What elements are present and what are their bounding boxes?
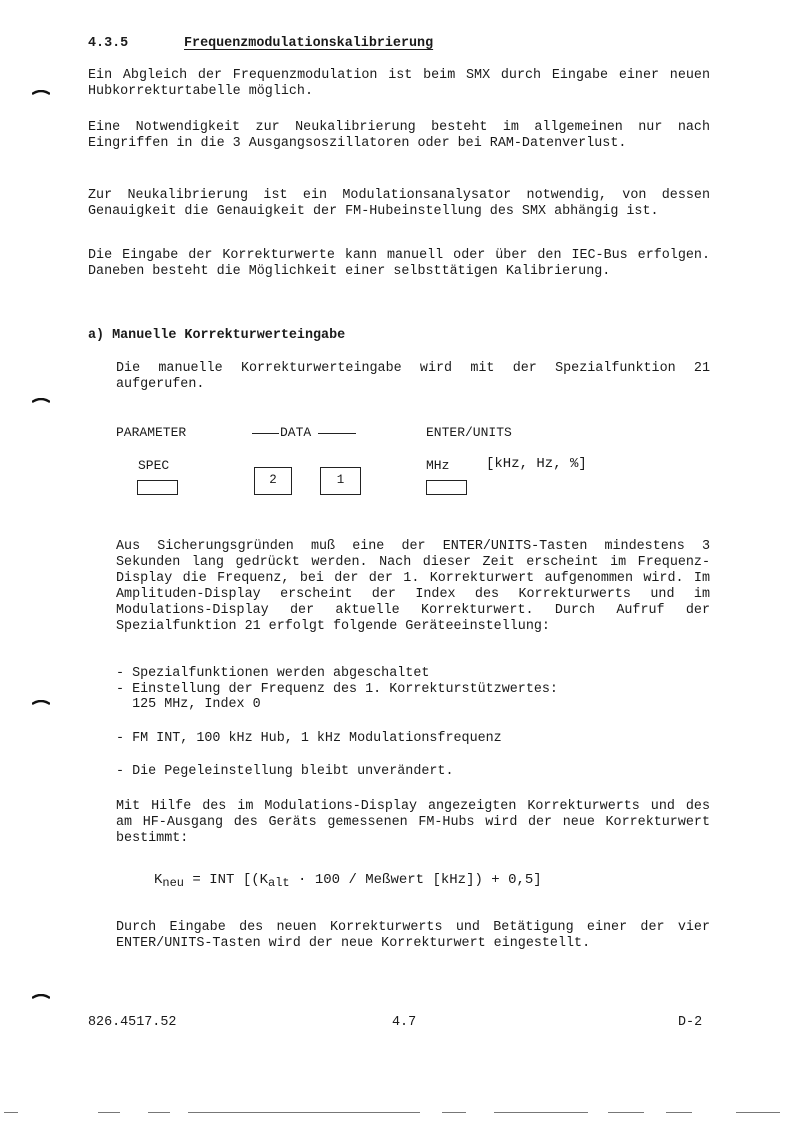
margin-mark-1 <box>32 90 50 95</box>
formula-sub-alt: alt <box>268 876 290 890</box>
margin-mark-2 <box>32 398 50 403</box>
section-number: 4.3.5 <box>88 36 129 51</box>
scan-artifact-line <box>666 1112 692 1113</box>
formula-k-new: K <box>154 872 163 888</box>
intro-paragraph: Die manuelle Korrekturwerteingabe wird mit der Spezialfunktion 21 aufgerufen. <box>116 361 710 392</box>
spec-label: SPEC <box>138 458 170 473</box>
enter-units-label: ENTER/UNITS <box>426 425 512 440</box>
scan-artifact-line <box>494 1112 588 1113</box>
scan-artifact-line <box>442 1112 466 1113</box>
paragraph-4: Die Eingabe der Korrekturwerte kann manuell oder über den IEC-Bus erfolgen. Daneben besteht die Möglichkeit einer selbsttätigen Kalibrierung. <box>88 248 710 279</box>
paragraph-3: Zur Neukalibrierung ist ein Modulationsanalysator notwendig, von dessen Genauigkeit die Genauigkeit der FM-Hubeinstellung des SMX abhängig ist. <box>88 188 710 219</box>
digit-1-label: 1 <box>336 473 345 487</box>
data-line-left <box>252 433 279 434</box>
subsection-heading: a) Manuelle Korrekturwerteingabe <box>88 328 346 343</box>
scan-artifact-line <box>98 1112 120 1113</box>
correction-formula <box>154 872 542 890</box>
paragraph-1: Ein Abgleich der Frequenzmodulation ist beim SMX durch Eingabe einer neuen Hubkorrekturtabelle möglich. <box>88 68 710 99</box>
bullet-level-unchanged: - Die Pegeleinstellung bleibt unverändert. <box>116 764 454 779</box>
formula-int-part: = INT [(K <box>184 872 269 888</box>
scan-artifact-line <box>148 1112 170 1113</box>
bullet-frequency-value: 125 MHz, Index 0 <box>116 697 261 712</box>
closing-paragraph: Durch Eingabe des neuen Korrekturwerts und Betätigung einer der vier ENTER/UNITS-Tasten wird der neue Korrekturwert eingestellt. <box>116 920 710 951</box>
scan-artifact-line <box>4 1112 18 1113</box>
margin-mark-4 <box>32 994 50 999</box>
scan-artifact-line <box>736 1112 780 1113</box>
bullet-fm-settings: - FM INT, 100 kHz Hub, 1 kHz Modulationsfrequenz <box>116 731 502 746</box>
bullet-frequency-setting: - Einstellung der Frequenz des 1. Korrekturstützwertes: <box>116 682 558 697</box>
spec-key[interactable] <box>137 480 178 495</box>
footer-page-number: 4.7 <box>392 1015 417 1030</box>
correction-paragraph: Mit Hilfe des im Modulations-Display angezeigten Korrekturwerts und des am HF-Ausgang des Geräts gemessenen FM-Hubs wird der neue Korrekturwert bestimmt: <box>116 799 710 846</box>
mhz-key[interactable] <box>426 480 467 495</box>
section-title: Frequenzmodulationskalibrierung <box>184 36 434 51</box>
paragraph-2: Eine Notwendigkeit zur Neukalibrierung besteht im allgemeinen nur nach Eingriffen in die 3 Ausgangsoszillatoren oder bei RAM-Datenverlust. <box>88 120 710 151</box>
data-label: DATA <box>280 425 312 440</box>
parameter-label: PARAMETER <box>116 425 187 440</box>
alternate-units: [kHz, Hz, %] <box>486 456 587 472</box>
formula-sub-neu: neu <box>162 876 185 890</box>
formula-tail: · 100 / Meßwert [kHz]) + 0,5] <box>289 872 542 888</box>
mhz-label: MHz <box>426 458 450 473</box>
body-paragraph: Aus Sicherungsgründen muß eine der ENTER/UNITS-Tasten mindestens 3 Sekunden lang gedrückt werden. Nach dieser Zeit erscheint im Frequenz-Display die Frequenz, bei der der 1. Korrekturwert aufgenommen wird. Im Amplituden-Display erscheint der Index des Korrekturwerts und im Modulations-Display der aktuelle Korrekturwert. Durch Aufruf der Spezialfunktion 21 erfolgt folgende Geräteeinstellung: <box>116 539 710 634</box>
scan-artifact-line <box>608 1112 644 1113</box>
digit-2-key[interactable] <box>254 467 292 495</box>
digit-2-label: 2 <box>269 473 277 487</box>
bullet-specials-off: - Spezialfunktionen werden abgeschaltet <box>116 666 430 681</box>
scan-artifact-line <box>188 1112 420 1113</box>
data-line-right <box>318 433 356 434</box>
margin-mark-3 <box>32 700 50 705</box>
footer-document-number: 826.4517.52 <box>88 1015 177 1030</box>
digit-1-key[interactable] <box>320 467 361 495</box>
footer-revision: D-2 <box>678 1015 703 1030</box>
